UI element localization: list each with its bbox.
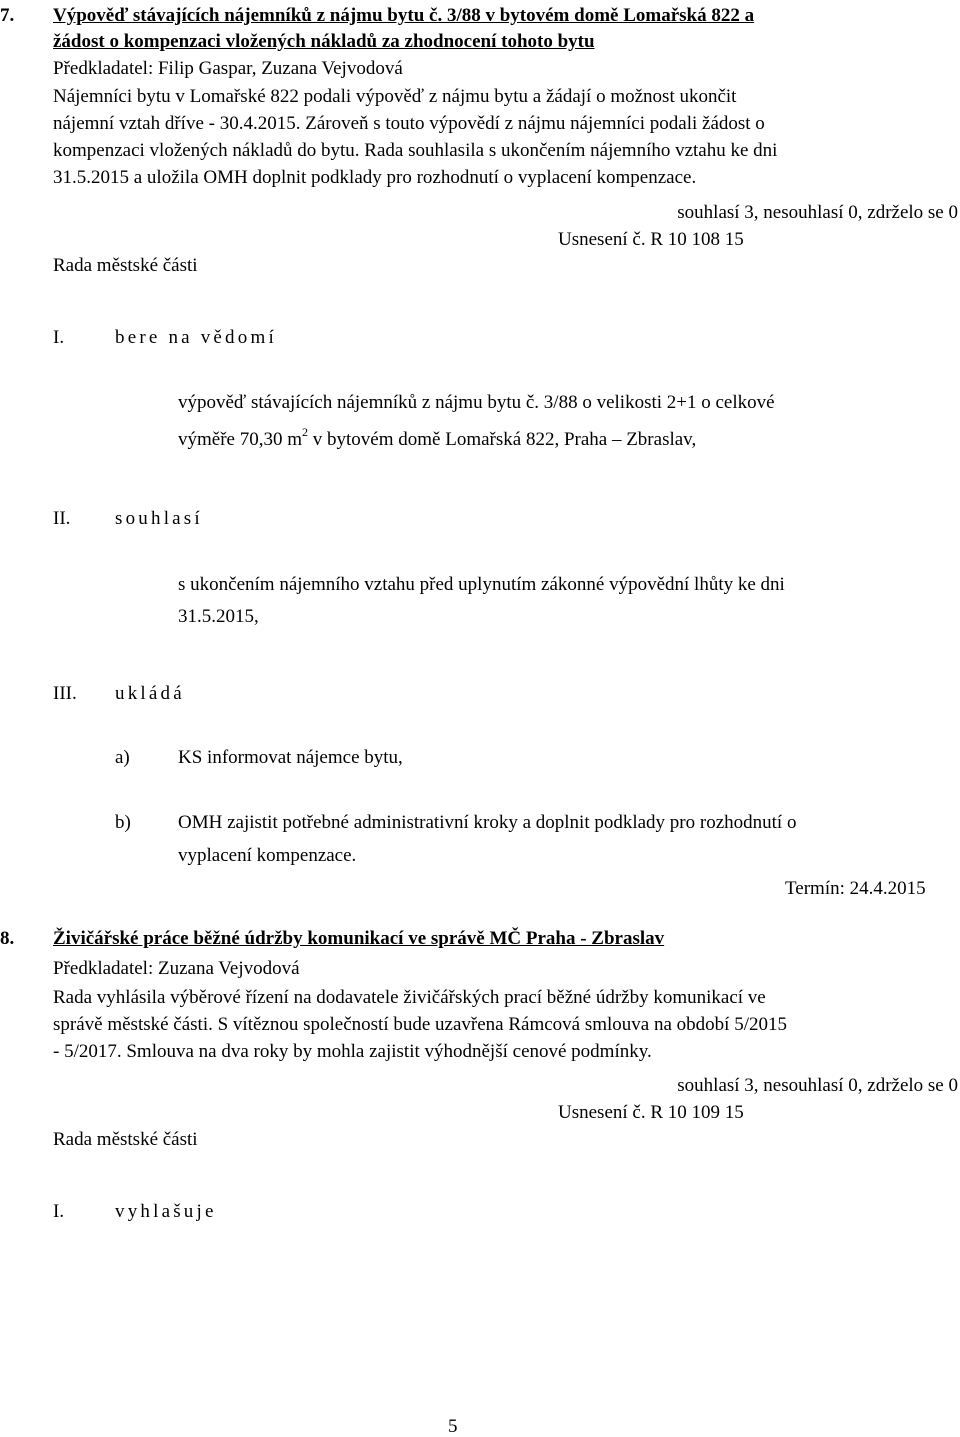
vote-result: souhlasí 3, nesouhlasí 0, zdrželo se 0 <box>677 202 958 223</box>
list-item-letter: a) <box>115 747 130 768</box>
item-title-line-2: žádost o kompenzaci vložených nákladů za zhodnocení tohoto bytu <box>53 31 595 52</box>
section-numeral: I. <box>53 1201 65 1222</box>
item-number: 7. <box>0 5 15 26</box>
section-numeral: III. <box>53 683 77 704</box>
page-number: 5 <box>448 1416 458 1437</box>
section-verb: souhlasí <box>115 508 203 529</box>
body-line: - 5/2017. Smlouva na dva roky by mohla zajistit výhodnější cenové podmínky. <box>53 1041 652 1062</box>
section-verb: ukládá <box>115 683 185 704</box>
section-text: s ukončením nájemního vztahu před uplynutím zákonné výpovědní lhůty ke dni <box>178 574 785 595</box>
section-text: výměře 70,30 $m^2$ v bytovém domě Lomařská 822, Praha – Zbraslav, <box>178 425 697 450</box>
submitter: Předkladatel: Filip Gaspar, Zuzana Vejvodová <box>53 58 403 79</box>
section-verb: bere na vědomí <box>115 327 277 348</box>
resolution-number: Usnesení č. R 10 109 15 <box>558 1102 744 1123</box>
body-line: nájemní vztah dříve - 30.4.2015. Zároveň s touto výpovědí z nájmu nájemníci podali žádost o <box>53 113 765 134</box>
item-title-line-1: Výpověď stávajících nájemníků z nájmu bytu č. 3/88 v bytovém domě Lomařská 822 a <box>53 5 755 26</box>
section-numeral: II. <box>53 508 71 529</box>
section-verb: vyhlašuje <box>115 1201 217 1222</box>
list-item-text: KS informovat nájemce bytu, <box>178 747 403 768</box>
body-line: 31.5.2015 a uložila OMH doplnit podklady pro rozhodnutí o vyplacení kompenzace. <box>53 167 697 188</box>
list-item-text: OMH zajistit potřebné administrativní kroky a doplnit podklady pro rozhodnutí o <box>178 812 797 833</box>
item-title: Živičářské práce běžné údržby komunikací ve správě MČ Praha - Zbraslav <box>53 928 665 949</box>
body-line: kompenzaci vložených nákladů do bytu. Rada souhlasila s ukončením nájemního vztahu ke dni <box>53 140 778 161</box>
section-text: výpověď stávajících nájemníků z nájmu bytu č. 3/88 o velikosti 2+1 o celkové <box>178 392 775 413</box>
vote-result: souhlasí 3, nesouhlasí 0, zdrželo se 0 <box>677 1075 958 1096</box>
council-label: Rada městské části <box>53 255 198 276</box>
submitter: Předkladatel: Zuzana Vejvodová <box>53 958 300 979</box>
list-item-text: vyplacení kompenzace. <box>178 845 357 866</box>
section-text: 31.5.2015, <box>178 606 259 627</box>
body-line: správě městské části. S vítěznou společností bude uzavřena Rámcová smlouva na období 5/2015 <box>53 1014 787 1035</box>
section-numeral: I. <box>53 327 65 348</box>
list-item-letter: b) <box>115 812 131 833</box>
item-number: 8. <box>0 928 15 949</box>
deadline: Termín: 24.4.2015 <box>785 878 926 899</box>
resolution-number: Usnesení č. R 10 108 15 <box>558 229 744 250</box>
council-label: Rada městské části <box>53 1129 198 1150</box>
body-line: Rada vyhlásila výběrové řízení na dodavatele živičářských prací běžné údržby komunikací ve <box>53 987 766 1008</box>
body-line: Nájemníci bytu v Lomařské 822 podali výpověď z nájmu bytu a žádají o možnost ukončit <box>53 86 737 107</box>
